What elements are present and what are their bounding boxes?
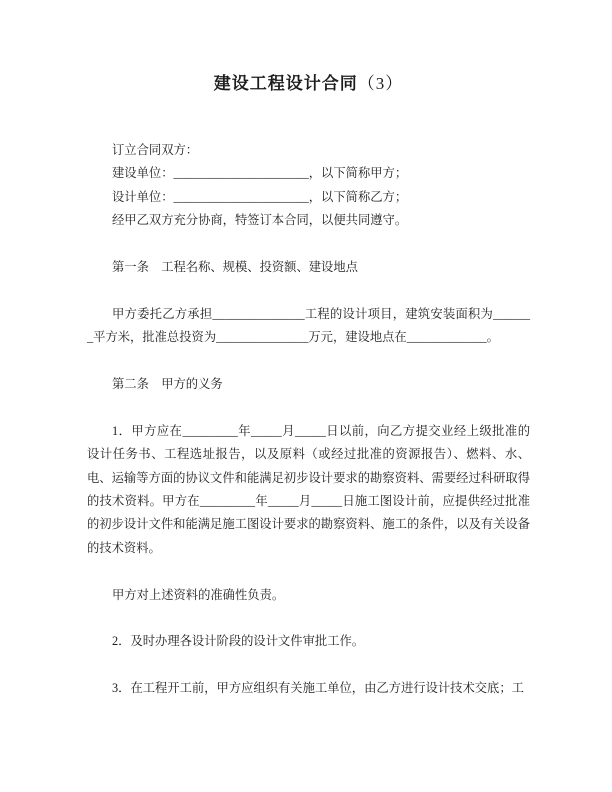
party-a-line: 建设单位：______________________，以下简称甲方； bbox=[112, 166, 408, 181]
title-number: （3） bbox=[357, 74, 404, 93]
title-text: 建设工程设计合同 bbox=[213, 74, 358, 93]
clause-2-item-2: 2．及时办理各设计阶段的设计文件审批工作。 bbox=[112, 634, 365, 649]
clause-1-heading: 第一条 工程名称、规模、投资额、建设地点 bbox=[112, 260, 358, 275]
clause-2-item-1-note: 甲方对上述资料的准确性负责。 bbox=[112, 587, 285, 602]
intro-line: 订立合同双方： bbox=[112, 143, 199, 157]
party-b-line: 设计单位：______________________，以下简称乙方； bbox=[112, 189, 408, 204]
clause-2-item-1: 1．甲方应在_________年_____月_____日以前，向乙方提交业经上级批准的设计任务书、工程选址报告，以及原料（或经过批准的资源报告）、燃料、水、电、运输等方面的协议文件和能满足初步设计要求的勘察资料、需要经过科研取得的技术资料。甲方在_________年_____月_____日施工图设计前，应提供经过批准的初步设计文件和能满足施工图设计要求的勘察资料、施工的条件，以及有关设备的技术资料。 bbox=[87, 423, 530, 555]
document-body bbox=[87, 139, 530, 701]
agreement-line: 经甲乙双方充分协商，特签订本合同，以便共同遵守。 bbox=[112, 213, 408, 228]
clause-1-body: 甲方委托乙方承担_______________工程的设计项目，建筑安装面积为_______平方米，批准总投资为_______________万元，建设地点在_____________。 bbox=[87, 306, 530, 345]
clause-2-item-3: 3．在工程开工前，甲方应组织有关施工单位，由乙方进行设计技术交底；工 bbox=[112, 681, 524, 696]
clause-2-heading: 第二条 甲方的义务 bbox=[112, 377, 223, 392]
document-title bbox=[87, 71, 530, 96]
